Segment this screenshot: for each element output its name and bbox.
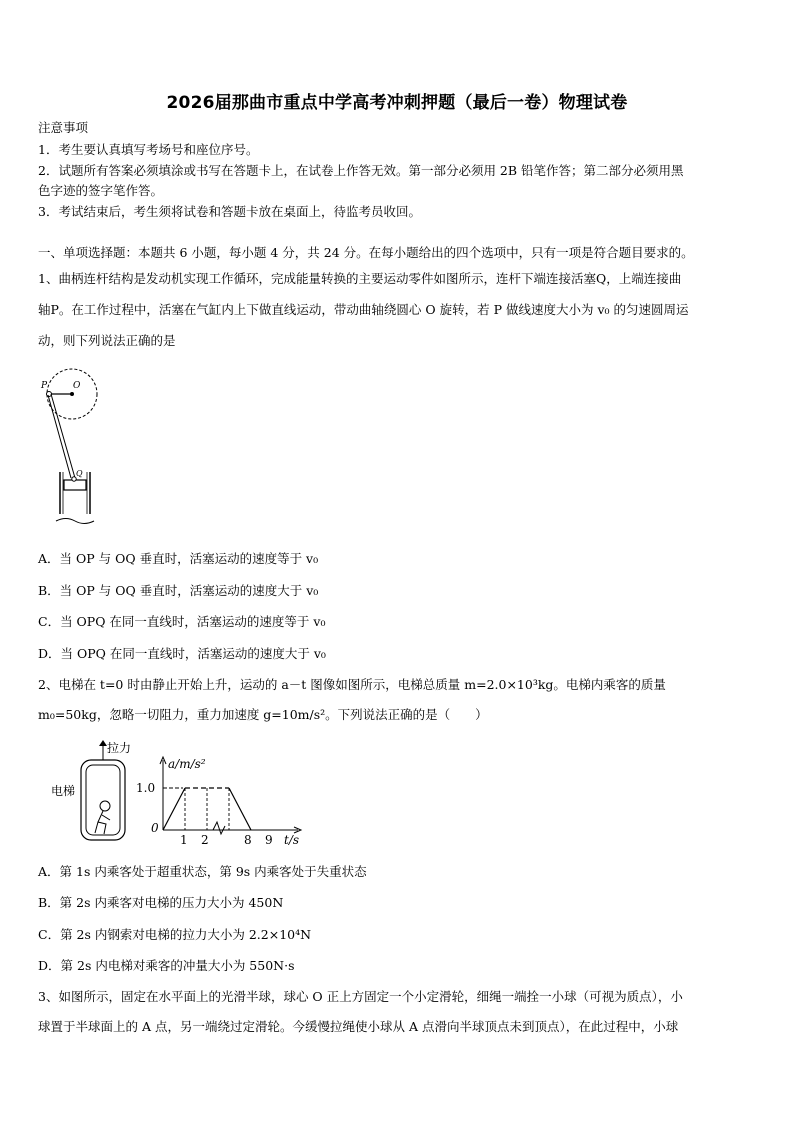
exam-title: 2026届那曲市重点中学高考冲刺押题（最后一卷）物理试卷 — [166, 93, 628, 113]
section-1-heading: 一、单项选择题：本题共 6 小题，每小题 4 分，共 24 分。在每小题给出的四个选项中，只有一项是符合题目要求的。 — [38, 245, 694, 260]
a-t-segment — [163, 788, 185, 830]
notice-item-2: 2．试题所有答案必须填涂或书写在答题卡上，在试卷上作答无效。第一部分必须用 2B 铅笔作答；第二部分必须用黑 — [38, 163, 684, 178]
q1-option-d: D．当 OPQ 在同一直线时，活塞运动的速度大于 v₀ — [38, 646, 326, 661]
point-p — [47, 392, 52, 397]
x-tick-8: 8 — [244, 833, 252, 847]
origin-label: 0 — [151, 821, 159, 835]
elevator-inner — [86, 765, 120, 835]
q1-crank-figure — [36, 364, 106, 534]
point-o — [70, 392, 74, 396]
passenger-body — [95, 811, 110, 834]
connecting-rod-b — [51, 394, 75, 478]
q1-stem-line-1: 1、曲柄连杆结构是发动机实现工作循环，完成能量转换的主要运动零件如图所示，连杆下端连接活塞Q，上端连接曲 — [38, 271, 682, 286]
elevator-outer — [81, 760, 125, 840]
x-axis-label: t/s — [284, 833, 300, 847]
passenger-head — [100, 801, 110, 811]
a-t-segment — [229, 788, 251, 830]
x-tick-1: 1 — [180, 833, 188, 847]
q2-stem-line-2: m₀=50kg，忽略一切阻力，重力加速度 g=10m/s²。下列说法正确的是（ ） — [38, 707, 488, 722]
pull-label: 拉力 — [107, 741, 132, 755]
q2-figure — [48, 738, 318, 848]
label-q: Q — [76, 469, 83, 478]
q1-option-c: C．当 OPQ 在同一直线时，活塞运动的速度等于 v₀ — [38, 614, 326, 629]
axis-break — [213, 822, 225, 834]
cylinder-break — [56, 519, 94, 524]
q2-option-b: B．第 2s 内乘客对电梯的压力大小为 450N — [38, 895, 284, 910]
notice-item-2-cont: 色字迹的签字笔作答。 — [38, 183, 164, 198]
x-tick-9: 9 — [265, 833, 273, 847]
notice-item-3: 3．考试结束后，考生须将试卷和答题卡放在桌面上，待监考员收回。 — [38, 204, 421, 219]
notice-item-1: 1．考生要认真填写考场号和座位序号。 — [38, 142, 259, 157]
y-tick-label: 1.0 — [136, 781, 156, 795]
q2-option-a: A．第 1s 内乘客处于超重状态，第 9s 内乘客处于失重状态 — [38, 864, 367, 879]
connecting-rod-a — [48, 395, 71, 478]
q3-stem-line-1: 3、如图所示，固定在水平面上的光滑半球，球心 O 正上方固定一个小定滑轮，细绳一端拴一小球（可视为质点），小 — [38, 989, 683, 1004]
q1-option-b: B．当 OP 与 OQ 垂直时，活塞运动的速度大于 v₀ — [38, 583, 319, 598]
notice-heading: 注意事项 — [38, 120, 89, 135]
q1-stem-line-2: 轴P。在工作过程中，活塞在气缸内上下做直线运动，带动曲轴绕圆心 O 旋转，若 P 做线速度大小为 v₀ 的匀速圆周运 — [38, 302, 689, 317]
q2-option-d: D．第 2s 内电梯对乘客的冲量大小为 550N·s — [38, 958, 295, 973]
q2-stem-line-1: 2、电梯在 t=0 时由静止开始上升，运动的 a－t 图像如图所示，电梯总质量 m=2.0×10³kg。电梯内乘客的质量 — [38, 677, 666, 692]
q1-stem-line-3: 动，则下列说法正确的是 — [38, 333, 176, 348]
q1-option-a: A．当 OP 与 OQ 垂直时，活塞运动的速度等于 v₀ — [38, 551, 319, 566]
elevator-label: 电梯 — [51, 784, 76, 798]
pull-arrow-head — [99, 740, 107, 746]
label-p: P — [41, 381, 48, 391]
q3-stem-line-2: 球置于半球面上的 A 点，另一端绕过定滑轮。今缓慢拉绳使小球从 A 点滑向半球顶点未到顶点），在此过程中，小球 — [38, 1019, 679, 1034]
a-t-graph — [163, 788, 251, 834]
x-tick-2: 2 — [201, 833, 209, 847]
label-o: O — [73, 381, 81, 391]
y-axis-label: a/m/s² — [168, 757, 206, 771]
q2-option-c: C．第 2s 内钢索对电梯的拉力大小为 2.2×10⁴N — [38, 927, 312, 942]
